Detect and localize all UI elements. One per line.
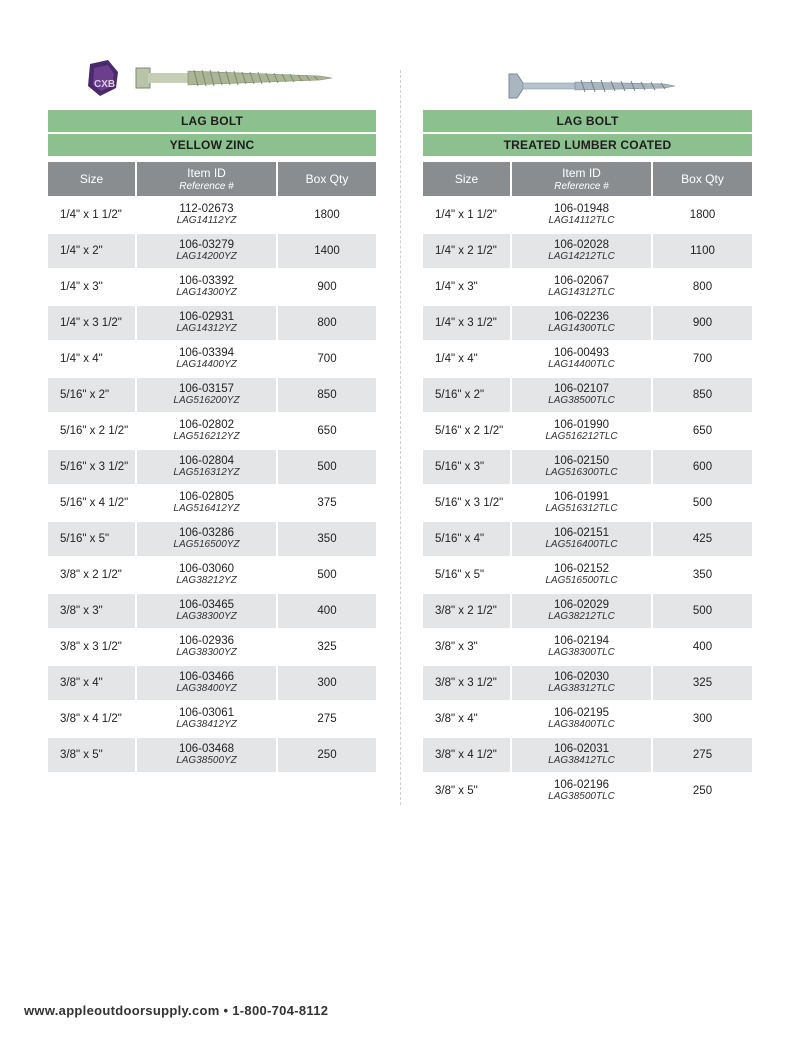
size-cell: 1/4" x 3": [48, 270, 137, 306]
item-id-label: Item ID: [187, 166, 226, 180]
box-qty-cell: 375: [278, 486, 376, 522]
table-row: [423, 414, 752, 450]
box-qty-cell: 900: [653, 306, 752, 342]
size-cell: 5/16" x 2 1/2": [423, 414, 512, 450]
table-row: [48, 666, 376, 702]
item-id-cell: [512, 270, 653, 306]
item-id: 106-02802: [179, 419, 234, 431]
box-qty-cell: 800: [278, 306, 376, 342]
reference-number: LAG516312TLC: [545, 503, 618, 514]
reference-number: LAG14312YZ: [176, 323, 237, 334]
reference-number: LAG38212TLC: [548, 611, 615, 622]
item-id: 112-02673: [179, 203, 234, 215]
size-cell: 3/8" x 2 1/2": [48, 558, 137, 594]
reference-number: LAG516212YZ: [173, 431, 240, 442]
box-qty-cell: 400: [653, 630, 752, 666]
reference-number: LAG14400YZ: [176, 359, 237, 370]
size-cell: 3/8" x 5": [48, 738, 137, 774]
size-cell: 3/8" x 4 1/2": [423, 738, 512, 774]
size-cell: 3/8" x 3": [48, 594, 137, 630]
box-qty-cell: 325: [653, 666, 752, 702]
size-cell: 5/16" x 2": [423, 378, 512, 414]
column-header-size: Size: [423, 162, 512, 198]
item-id: 106-02152: [554, 563, 609, 575]
treated-lumber-table: [423, 162, 752, 810]
size-cell: 1/4" x 2": [48, 234, 137, 270]
table-row: [48, 234, 376, 270]
yellow-zinc-table: [48, 162, 376, 774]
reference-number: LAG516312YZ: [173, 467, 240, 478]
item-id: 106-02030: [554, 671, 609, 683]
box-qty-cell: 1800: [653, 198, 752, 234]
reference-number: LAG38300YZ: [176, 647, 237, 658]
item-id: 106-02067: [554, 275, 609, 287]
box-qty-cell: 650: [278, 414, 376, 450]
box-qty-cell: 325: [278, 630, 376, 666]
item-id-cell: [137, 198, 278, 234]
item-id-cell: [137, 630, 278, 666]
reference-number: LAG516500TLC: [545, 575, 618, 586]
item-id-cell: [512, 630, 653, 666]
item-id-cell: [137, 594, 278, 630]
reference-number: LAG38500TLC: [548, 395, 615, 406]
box-qty-cell: 900: [278, 270, 376, 306]
reference-number: LAG38412TLC: [548, 755, 615, 766]
box-qty-cell: 1100: [653, 234, 752, 270]
item-id: 106-02195: [554, 707, 609, 719]
column-header-item-id: [137, 162, 278, 198]
yellow-zinc-rows: [48, 198, 376, 774]
column-header-box-qty: Box Qty: [653, 162, 752, 198]
reference-number: LAG38300YZ: [176, 611, 237, 622]
box-qty-cell: 1400: [278, 234, 376, 270]
box-qty-cell: 700: [278, 342, 376, 378]
item-id-cell: [512, 450, 653, 486]
lag-bolt-yellow-zinc-image: [84, 56, 334, 100]
size-cell: 3/8" x 2 1/2": [423, 594, 512, 630]
item-id: 106-03466: [179, 671, 234, 683]
reference-number: LAG38500TLC: [548, 791, 615, 802]
table-row: [423, 270, 752, 306]
table-row: [423, 702, 752, 738]
table-row: [48, 306, 376, 342]
size-cell: 5/16" x 4": [423, 522, 512, 558]
item-id-cell: [512, 378, 653, 414]
size-cell: 5/16" x 5": [48, 522, 137, 558]
table-row: [423, 234, 752, 270]
item-id-cell: [137, 738, 278, 774]
box-qty-cell: 850: [278, 378, 376, 414]
svg-text:CXB: CXB: [94, 79, 116, 90]
reference-number: LAG38312TLC: [548, 683, 615, 694]
item-id-cell: [137, 522, 278, 558]
table-row: [423, 774, 752, 810]
size-cell: 1/4" x 3 1/2": [48, 306, 137, 342]
item-id: 106-02936: [179, 635, 234, 647]
reference-number: LAG14312TLC: [548, 287, 615, 298]
panel-divider: [400, 70, 401, 805]
reference-label: Reference #: [554, 181, 609, 192]
size-cell: 1/4" x 4": [423, 342, 512, 378]
table-title: LAG BOLT: [423, 110, 752, 132]
reference-number: LAG14112TLC: [548, 215, 615, 226]
table-row: [48, 342, 376, 378]
item-id: 106-02151: [554, 527, 609, 539]
item-id-cell: [512, 522, 653, 558]
box-qty-cell: 350: [278, 522, 376, 558]
lag-bolt-treated-image: [507, 72, 677, 100]
item-id: 106-03061: [179, 707, 234, 719]
size-cell: 5/16" x 5": [423, 558, 512, 594]
item-id-cell: [512, 342, 653, 378]
table-row: [48, 594, 376, 630]
item-id-cell: [512, 486, 653, 522]
item-id-cell: [512, 558, 653, 594]
item-id-label: Item ID: [562, 166, 601, 180]
box-qty-cell: 800: [653, 270, 752, 306]
item-id: 106-02196: [554, 779, 609, 791]
item-id-cell: [137, 666, 278, 702]
table-title: LAG BOLT: [48, 110, 376, 132]
reference-number: LAG38300TLC: [548, 647, 615, 658]
footer-contact: www.appleoutdoorsupply.com • 1-800-704-8112: [24, 1003, 329, 1018]
item-id: 106-03060: [179, 563, 234, 575]
box-qty-cell: 500: [653, 594, 752, 630]
box-qty-cell: 425: [653, 522, 752, 558]
table-row: [48, 270, 376, 306]
size-cell: 5/16" x 4 1/2": [48, 486, 137, 522]
item-id-cell: [137, 450, 278, 486]
item-id-cell: [137, 270, 278, 306]
item-id: 106-02028: [554, 239, 609, 251]
box-qty-cell: 300: [278, 666, 376, 702]
box-qty-cell: 275: [653, 738, 752, 774]
table-row: [48, 558, 376, 594]
item-id-cell: [512, 774, 653, 810]
item-id: 106-03465: [179, 599, 234, 611]
size-cell: 5/16" x 3 1/2": [48, 450, 137, 486]
table-row: [423, 666, 752, 702]
item-id: 106-02107: [554, 383, 609, 395]
size-cell: 5/16" x 2": [48, 378, 137, 414]
item-id-cell: [137, 306, 278, 342]
size-cell: 1/4" x 2 1/2": [423, 234, 512, 270]
item-id: 106-02029: [554, 599, 609, 611]
item-id-cell: [137, 234, 278, 270]
box-qty-cell: 350: [653, 558, 752, 594]
size-cell: 3/8" x 4": [423, 702, 512, 738]
table-row: [423, 630, 752, 666]
reference-number: LAG38400YZ: [176, 683, 237, 694]
table-row: [48, 630, 376, 666]
item-id-cell: [137, 558, 278, 594]
item-id: 106-01990: [554, 419, 609, 431]
size-cell: 5/16" x 3 1/2": [423, 486, 512, 522]
table-row: [423, 306, 752, 342]
size-cell: 3/8" x 4 1/2": [48, 702, 137, 738]
column-header-size: Size: [48, 162, 137, 198]
size-cell: 3/8" x 5": [423, 774, 512, 810]
size-cell: 1/4" x 3 1/2": [423, 306, 512, 342]
table-row: [48, 198, 376, 234]
item-id: 106-03279: [179, 239, 234, 251]
reference-number: LAG14200YZ: [176, 251, 237, 262]
reference-number: LAG14112YZ: [176, 215, 237, 226]
item-id-cell: [137, 702, 278, 738]
item-id-cell: [137, 414, 278, 450]
box-qty-cell: 1800: [278, 198, 376, 234]
table-row: [48, 738, 376, 774]
item-id-cell: [512, 738, 653, 774]
table-row: [423, 738, 752, 774]
table-row: [423, 594, 752, 630]
reference-label: Reference #: [179, 181, 234, 192]
reference-number: LAG14212TLC: [548, 251, 615, 262]
size-cell: 3/8" x 3": [423, 630, 512, 666]
table-row: [48, 378, 376, 414]
item-id-cell: [512, 198, 653, 234]
item-id-cell: [512, 594, 653, 630]
item-id-cell: [512, 702, 653, 738]
item-id: 106-03392: [179, 275, 234, 287]
table-row: [423, 378, 752, 414]
reference-number: LAG14300TLC: [548, 323, 615, 334]
reference-number: LAG516500YZ: [173, 539, 240, 550]
item-id: 106-03394: [179, 347, 234, 359]
table-row: [423, 450, 752, 486]
size-cell: 3/8" x 3 1/2": [48, 630, 137, 666]
item-id: 106-02236: [554, 311, 609, 323]
table-row: [48, 414, 376, 450]
box-qty-cell: 600: [653, 450, 752, 486]
size-cell: 1/4" x 3": [423, 270, 512, 306]
reference-number: LAG38500YZ: [176, 755, 237, 766]
reference-number: LAG516212TLC: [545, 431, 618, 442]
size-cell: 1/4" x 4": [48, 342, 137, 378]
table-row: [48, 522, 376, 558]
size-cell: 1/4" x 1 1/2": [423, 198, 512, 234]
reference-number: LAG38412YZ: [176, 719, 237, 730]
item-id: 106-02150: [554, 455, 609, 467]
box-qty-cell: 700: [653, 342, 752, 378]
item-id: 106-00493: [554, 347, 609, 359]
reference-number: LAG516300TLC: [545, 467, 618, 478]
item-id: 106-03286: [179, 527, 234, 539]
box-qty-cell: 500: [278, 450, 376, 486]
reference-number: LAG38400TLC: [548, 719, 615, 730]
treated-lumber-rows: [423, 198, 752, 810]
box-qty-cell: 250: [653, 774, 752, 810]
table-subtitle: TREATED LUMBER COATED: [423, 134, 752, 156]
item-id: 106-02031: [554, 743, 609, 755]
reference-number: LAG516412YZ: [173, 503, 240, 514]
item-id: 106-01991: [554, 491, 609, 503]
table-row: [48, 450, 376, 486]
table-row: [423, 198, 752, 234]
table-row: [423, 486, 752, 522]
table-row: [423, 522, 752, 558]
item-id: 106-02805: [179, 491, 234, 503]
item-id-cell: [512, 666, 653, 702]
reference-number: LAG516400TLC: [545, 539, 618, 550]
box-qty-cell: 850: [653, 378, 752, 414]
table-row: [48, 702, 376, 738]
box-qty-cell: 275: [278, 702, 376, 738]
column-header-box-qty: Box Qty: [278, 162, 376, 198]
table-subtitle: YELLOW ZINC: [48, 134, 376, 156]
item-id: 106-03468: [179, 743, 234, 755]
item-id-cell: [137, 378, 278, 414]
item-id-cell: [512, 234, 653, 270]
item-id: 106-03157: [179, 383, 234, 395]
table-row: [423, 558, 752, 594]
item-id-cell: [512, 306, 653, 342]
reference-number: LAG14400TLC: [548, 359, 615, 370]
item-id-cell: [137, 486, 278, 522]
box-qty-cell: 300: [653, 702, 752, 738]
size-cell: 5/16" x 3": [423, 450, 512, 486]
reference-number: LAG14300YZ: [176, 287, 237, 298]
item-id: 106-02931: [179, 311, 234, 323]
size-cell: 5/16" x 2 1/2": [48, 414, 137, 450]
box-qty-cell: 400: [278, 594, 376, 630]
box-qty-cell: 250: [278, 738, 376, 774]
table-row: [48, 486, 376, 522]
box-qty-cell: 650: [653, 414, 752, 450]
box-qty-cell: 500: [278, 558, 376, 594]
size-cell: 1/4" x 1 1/2": [48, 198, 137, 234]
item-id: 106-02194: [554, 635, 609, 647]
item-id-cell: [137, 342, 278, 378]
table-row: [423, 342, 752, 378]
reference-number: LAG516200YZ: [173, 395, 240, 406]
box-qty-cell: 500: [653, 486, 752, 522]
item-id: 106-02804: [179, 455, 234, 467]
column-header-item-id: [512, 162, 653, 198]
reference-number: LAG38212YZ: [176, 575, 237, 586]
size-cell: 3/8" x 3 1/2": [423, 666, 512, 702]
item-id-cell: [512, 414, 653, 450]
size-cell: 3/8" x 4": [48, 666, 137, 702]
item-id: 106-01948: [554, 203, 609, 215]
